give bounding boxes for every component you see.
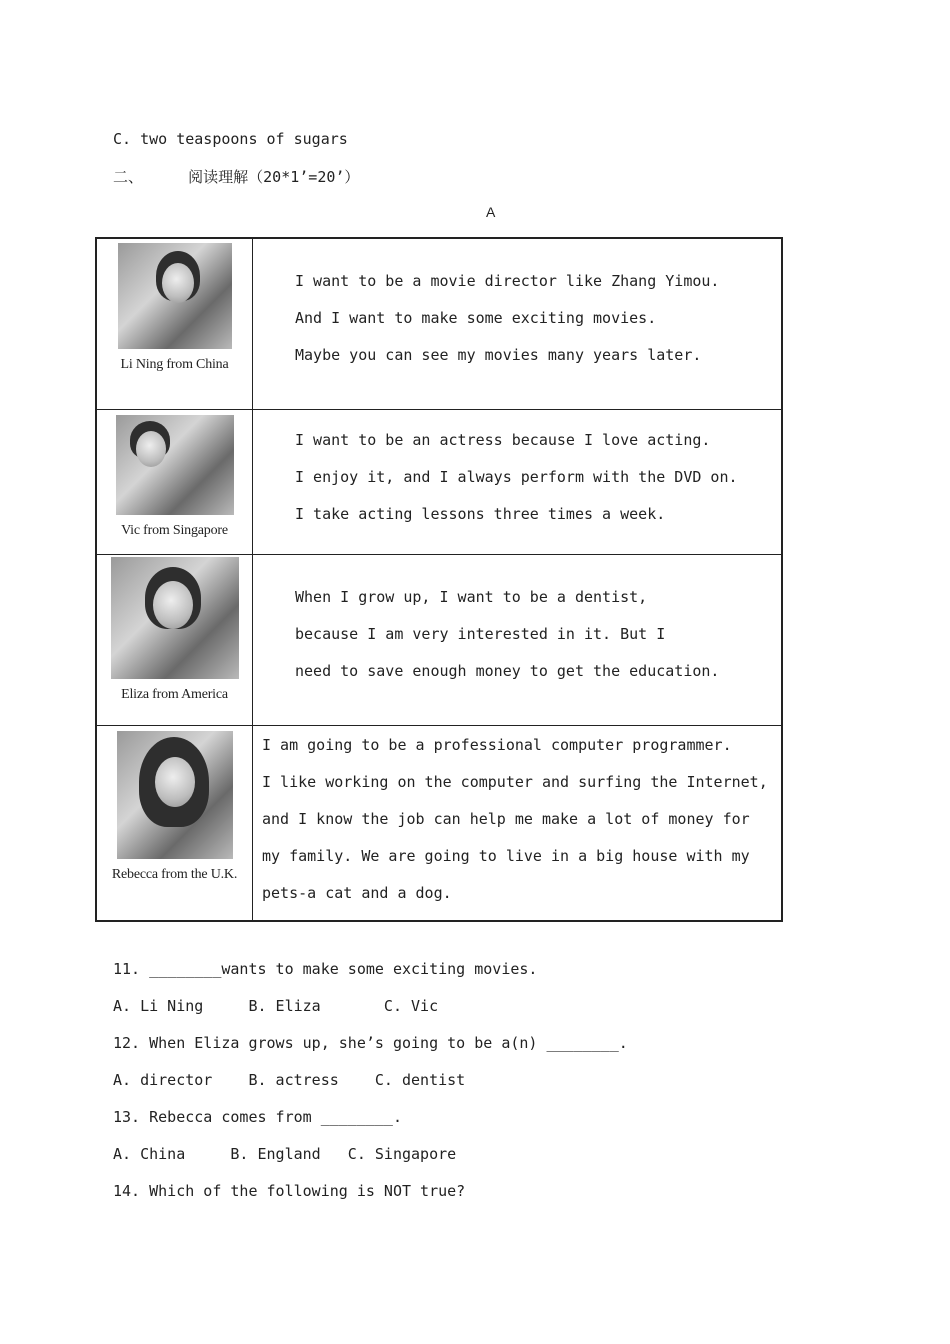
photo-cell <box>96 238 253 409</box>
reading-table <box>95 237 783 922</box>
passage-line: and I know the job can help me make a lot of money for <box>262 809 750 828</box>
passage-line: I like working on the computer and surfing the Internet, <box>262 772 768 791</box>
passage-line: I am going to be a professional computer programmer. <box>262 735 732 754</box>
passage-label: A <box>486 204 496 220</box>
table-row <box>96 725 782 921</box>
passage-line: pets-a cat and a dog. <box>262 883 452 902</box>
person-caption: Eliza from America <box>121 686 228 702</box>
table-row <box>96 554 782 725</box>
question-12-options: A. director B. actress C. dentist <box>113 1071 466 1089</box>
passage-line: When I grow up, I want to be a dentist, <box>295 587 648 606</box>
table-row <box>96 238 782 409</box>
person-caption: Li Ning from China <box>120 357 229 372</box>
passage-line: I want to be a movie director like Zhang Yimou. <box>295 272 720 290</box>
passage-line: because I am very interested in it. But I <box>295 624 666 643</box>
previous-option-c: C. two teaspoons of sugars <box>113 130 348 148</box>
passage-text <box>253 409 783 554</box>
question-13: 13. Rebecca comes from ________. <box>113 1108 402 1126</box>
passage-text <box>253 554 783 725</box>
portrait-photo <box>111 557 239 679</box>
portrait-photo <box>116 415 234 515</box>
photo-cell <box>96 409 253 554</box>
passage-text <box>253 725 783 921</box>
section-heading: 二、 阅读理解（20*1’=20’） <box>113 168 360 186</box>
table-row <box>96 409 782 554</box>
person-caption: Rebecca from the U.K. <box>111 866 238 882</box>
question-11-options: A. Li Ning B. Eliza C. Vic <box>113 997 439 1015</box>
question-11: 11. ________wants to make some exciting movies. <box>113 960 538 978</box>
passage-line: I take acting lessons three times a week. <box>295 504 666 523</box>
passage-line: I enjoy it, and I always perform with the DVD on. <box>295 467 738 486</box>
passage-line: need to save enough money to get the education. <box>295 661 720 680</box>
passage-line: my family. We are going to live in a big house with my <box>262 846 750 865</box>
passage-line: I want to be an actress because I love acting. <box>295 430 711 449</box>
portrait-photo <box>117 731 233 859</box>
photo-cell <box>96 725 253 921</box>
question-12: 12. When Eliza grows up, she’s going to be a(n) ________. <box>113 1034 628 1052</box>
passage-line: Maybe you can see my movies many years later. <box>295 346 702 364</box>
passage-line: And I want to make some exciting movies. <box>295 309 657 327</box>
photo-cell <box>96 554 253 725</box>
person-caption: Vic from Singapore <box>121 522 228 538</box>
passage-text <box>253 238 783 409</box>
question-14: 14. Which of the following is NOT true? <box>113 1182 466 1200</box>
question-13-options: A. China B. England C. Singapore <box>113 1145 457 1163</box>
portrait-photo <box>118 243 232 349</box>
